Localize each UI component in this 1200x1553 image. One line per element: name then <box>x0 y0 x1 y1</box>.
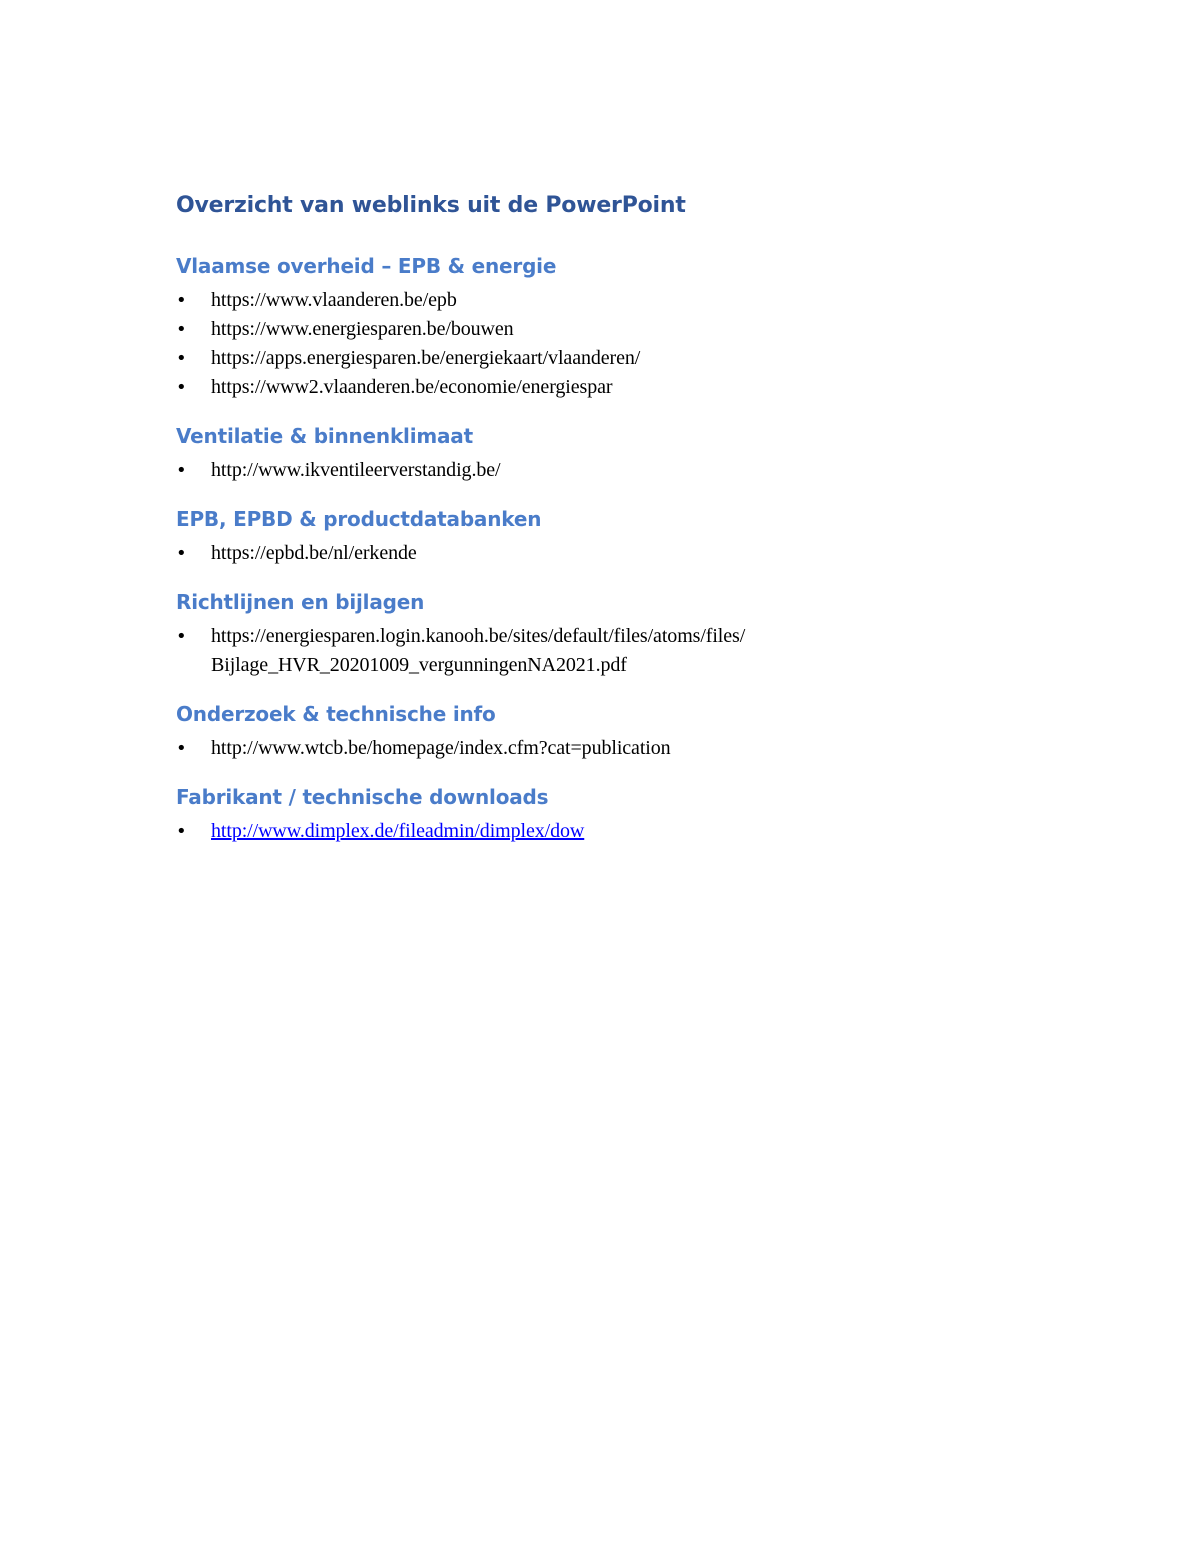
list-item <box>176 315 1076 344</box>
link-list <box>176 622 1076 680</box>
bullet-icon: • <box>176 738 187 759</box>
link-text: https://www2.vlaanderen.be/economie/energiespar <box>211 376 613 398</box>
bullet-icon: • <box>176 821 187 842</box>
list-item <box>176 622 1076 680</box>
list-item <box>176 373 1076 402</box>
link-list <box>176 456 1076 485</box>
bullet-icon: • <box>176 319 187 340</box>
bullet-icon: • <box>176 348 187 369</box>
bullet-icon: • <box>176 460 187 481</box>
section-ventilatie <box>176 422 1076 485</box>
list-item <box>176 539 1076 568</box>
section-heading: Fabrikant / technische downloads <box>176 785 549 809</box>
link-text: http://www.ikventileerverstandig.be/ <box>211 459 501 481</box>
section-heading: Ventilatie & binnenklimaat <box>176 424 473 448</box>
list-item <box>176 344 1076 373</box>
bullet-icon: • <box>176 626 187 647</box>
bullet-icon: • <box>176 377 187 398</box>
link-list <box>176 539 1076 568</box>
document-content <box>176 190 1076 866</box>
section-onderzoek <box>176 700 1076 763</box>
list-item <box>176 734 1076 763</box>
link-text: https://epbd.be/nl/erkende <box>211 542 417 564</box>
bullet-icon: • <box>176 543 187 564</box>
bullet-icon: • <box>176 290 187 311</box>
section-vlaamse-overheid <box>176 252 1076 402</box>
document-title: Overzicht van weblinks uit de PowerPoint <box>176 193 686 218</box>
section-epb-epbd <box>176 505 1076 568</box>
list-item <box>176 817 1076 846</box>
link-list <box>176 286 1076 402</box>
link-text: http://www.wtcb.be/homepage/index.cfm?cat=publication <box>211 737 671 759</box>
link-text: https://apps.energiesparen.be/energiekaart/vlaanderen/ <box>211 347 641 369</box>
section-heading: Richtlijnen en bijlagen <box>176 590 425 614</box>
link-list <box>176 817 1076 846</box>
section-richtlijnen <box>176 588 1076 680</box>
link-text: https://www.vlaanderen.be/epb <box>211 289 457 311</box>
list-item <box>176 286 1076 315</box>
section-heading: Onderzoek & technische info <box>176 702 496 726</box>
list-item <box>176 456 1076 485</box>
section-heading: Vlaamse overheid – EPB & energie <box>176 254 557 278</box>
link-text: https://www.energiesparen.be/bouwen <box>211 318 514 340</box>
link-list <box>176 734 1076 763</box>
section-fabrikant <box>176 783 1076 846</box>
hyperlink[interactable]: http://www.dimplex.de/fileadmin/dimplex/dow <box>211 820 585 842</box>
link-text: https://energiesparen.login.kanooh.be/sites/default/files/atoms/files/ Bijlage_HVR_20201009_vergunningenNA2021.pdf <box>211 625 746 676</box>
section-heading: EPB, EPBD & productdatabanken <box>176 507 542 531</box>
